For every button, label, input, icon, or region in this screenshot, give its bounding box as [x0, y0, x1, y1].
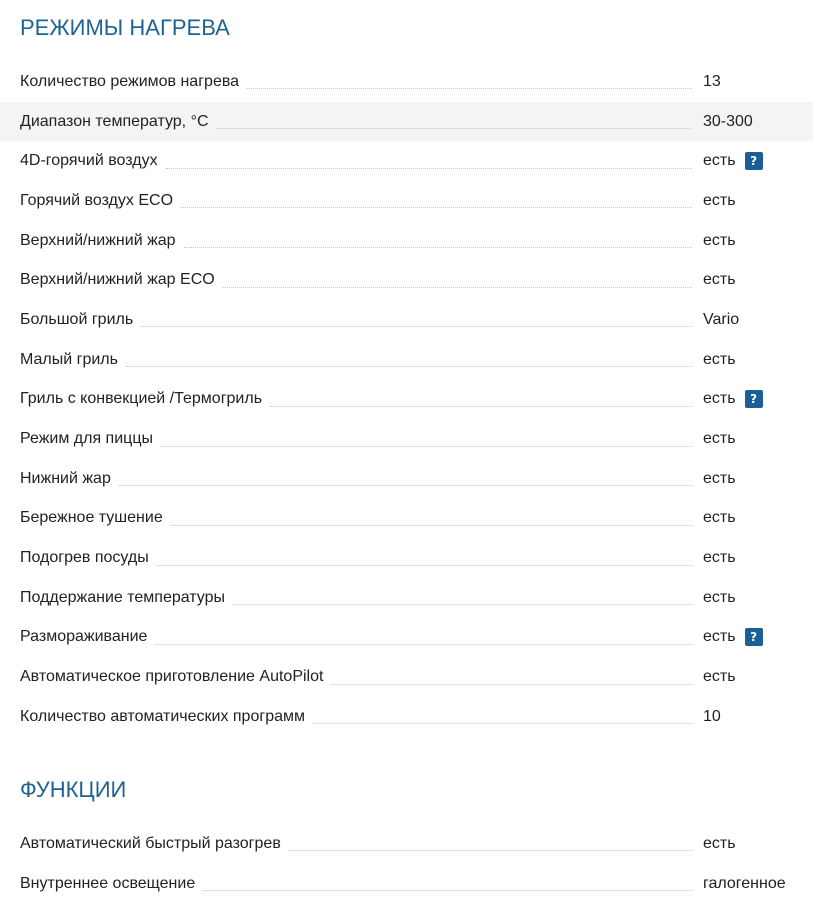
spec-label: Диапазон температур, °C	[20, 112, 209, 130]
spec-value: Vario	[703, 310, 740, 328]
spec-row	[0, 221, 813, 261]
spec-label: Подогрев посуды	[20, 549, 149, 567]
spec-value-cell	[703, 657, 736, 697]
dotted-leader	[155, 644, 692, 645]
spec-label-cell	[20, 380, 692, 420]
spec-value: есть	[703, 152, 736, 170]
spec-row	[0, 260, 813, 300]
spec-label-cell	[20, 141, 692, 181]
spec-label: Верхний/нижний жар	[20, 231, 176, 249]
spec-value-cell	[703, 538, 736, 578]
spec-value-cell	[703, 459, 736, 499]
spec-row	[0, 181, 813, 221]
spec-label-cell	[20, 697, 692, 737]
spec-value-cell	[703, 102, 753, 142]
spec-value-cell	[703, 419, 736, 459]
spec-label-cell	[20, 657, 692, 697]
spec-label-cell	[20, 578, 692, 618]
spec-value-cell	[703, 618, 763, 658]
spec-value-cell	[703, 300, 739, 340]
dotted-leader	[157, 565, 692, 566]
spec-row	[0, 864, 813, 904]
spec-label-cell	[20, 260, 692, 300]
spec-value: есть	[703, 588, 736, 606]
spec-row	[0, 499, 813, 539]
dotted-leader	[233, 604, 692, 605]
dotted-leader	[203, 890, 692, 891]
spec-value-cell	[703, 864, 786, 904]
section-title-heating-modes: РЕЖИМЫ НАГРЕВА	[20, 15, 230, 40]
spec-value: есть	[703, 549, 736, 567]
spec-label-cell	[20, 618, 692, 658]
question-icon[interactable]: ?	[745, 628, 763, 646]
spec-row	[0, 657, 813, 697]
spec-value: есть	[703, 350, 736, 368]
dotted-leader	[181, 207, 692, 208]
dotted-leader	[166, 168, 692, 169]
spec-label: Верхний/нижний жар ECO	[20, 271, 215, 289]
spec-value: есть	[703, 469, 736, 487]
spec-value: 13	[703, 72, 721, 90]
spec-label-cell	[20, 300, 692, 340]
spec-label-cell	[20, 824, 692, 864]
spec-value: есть	[703, 191, 736, 209]
spec-label: Большой гриль	[20, 310, 134, 328]
dotted-leader	[119, 485, 692, 486]
spec-value-cell	[703, 62, 721, 102]
spec-label: Бережное тушение	[20, 509, 163, 527]
spec-row	[0, 380, 813, 420]
dotted-leader	[331, 684, 692, 685]
dotted-leader	[223, 287, 692, 288]
spec-label-cell	[20, 864, 692, 904]
spec-label-cell	[20, 538, 692, 578]
spec-label-cell	[20, 340, 692, 380]
dotted-leader	[217, 128, 692, 129]
question-icon[interactable]: ?	[745, 390, 763, 408]
spec-row	[0, 618, 813, 658]
spec-label-cell	[20, 459, 692, 499]
spec-label: Режим для пиццы	[20, 430, 153, 448]
spec-value: есть	[703, 509, 736, 527]
spec-table-functions	[0, 824, 813, 903]
spec-label: Размораживание	[20, 628, 148, 646]
spec-label-cell	[20, 181, 692, 221]
dotted-leader	[171, 525, 692, 526]
dotted-leader	[289, 850, 692, 851]
spec-row	[0, 300, 813, 340]
spec-label: Поддержание температуры	[20, 588, 226, 606]
section-title-functions: ФУНКЦИИ	[20, 777, 127, 802]
spec-row	[0, 419, 813, 459]
spec-row	[0, 578, 813, 618]
spec-value: 10	[703, 707, 721, 725]
spec-value: есть	[703, 628, 736, 646]
spec-label-cell	[20, 419, 692, 459]
spec-value: есть	[703, 390, 736, 408]
spec-row	[0, 340, 813, 380]
spec-label-cell	[20, 499, 692, 539]
dotted-leader	[184, 247, 692, 248]
spec-row	[0, 62, 813, 102]
spec-label: Нижний жар	[20, 469, 111, 487]
spec-row	[0, 824, 813, 864]
spec-value: есть	[703, 231, 736, 249]
dotted-leader	[126, 366, 692, 367]
spec-label: Количество автоматических программ	[20, 707, 305, 725]
spec-value: есть	[703, 430, 736, 448]
spec-value: есть	[703, 834, 736, 852]
spec-label: Малый гриль	[20, 350, 118, 368]
spec-row	[0, 697, 813, 737]
spec-label: Гриль с конвекцией /Термогриль	[20, 390, 263, 408]
spec-label: Автоматическое приготовление AutoPilot	[20, 668, 324, 686]
dotted-leader	[313, 723, 692, 724]
spec-value-cell	[703, 824, 736, 864]
spec-value: есть	[703, 271, 736, 289]
spec-value: есть	[703, 668, 736, 686]
spec-value-cell	[703, 697, 721, 737]
spec-value-cell	[703, 499, 736, 539]
spec-label: Горячий воздух ECO	[20, 191, 174, 209]
dotted-leader	[270, 406, 692, 407]
spec-label: 4D-горячий воздух	[20, 152, 158, 170]
spec-row	[0, 141, 813, 181]
spec-label-cell	[20, 62, 692, 102]
spec-label-cell	[20, 221, 692, 261]
spec-value: 30-300	[703, 112, 753, 130]
spec-label: Количество режимов нагрева	[20, 72, 240, 90]
spec-label: Автоматический быстрый разогрев	[20, 834, 281, 852]
spec-value-cell	[703, 141, 763, 181]
spec-value-cell	[703, 340, 736, 380]
question-icon[interactable]: ?	[745, 152, 763, 170]
spec-value: галогенное	[703, 874, 786, 892]
dotted-leader	[161, 446, 692, 447]
spec-row	[0, 459, 813, 499]
spec-value-cell	[703, 380, 763, 420]
spec-value-cell	[703, 181, 736, 221]
spec-value-cell	[703, 221, 736, 261]
spec-value-cell	[703, 578, 736, 618]
spec-table-heating-modes	[0, 62, 813, 737]
dotted-leader	[141, 326, 692, 327]
spec-value-cell	[703, 260, 736, 300]
spec-label-cell	[20, 102, 692, 142]
spec-row	[0, 538, 813, 578]
dotted-leader	[247, 88, 692, 89]
spec-label: Внутреннее освещение	[20, 874, 196, 892]
spec-row	[0, 102, 813, 142]
